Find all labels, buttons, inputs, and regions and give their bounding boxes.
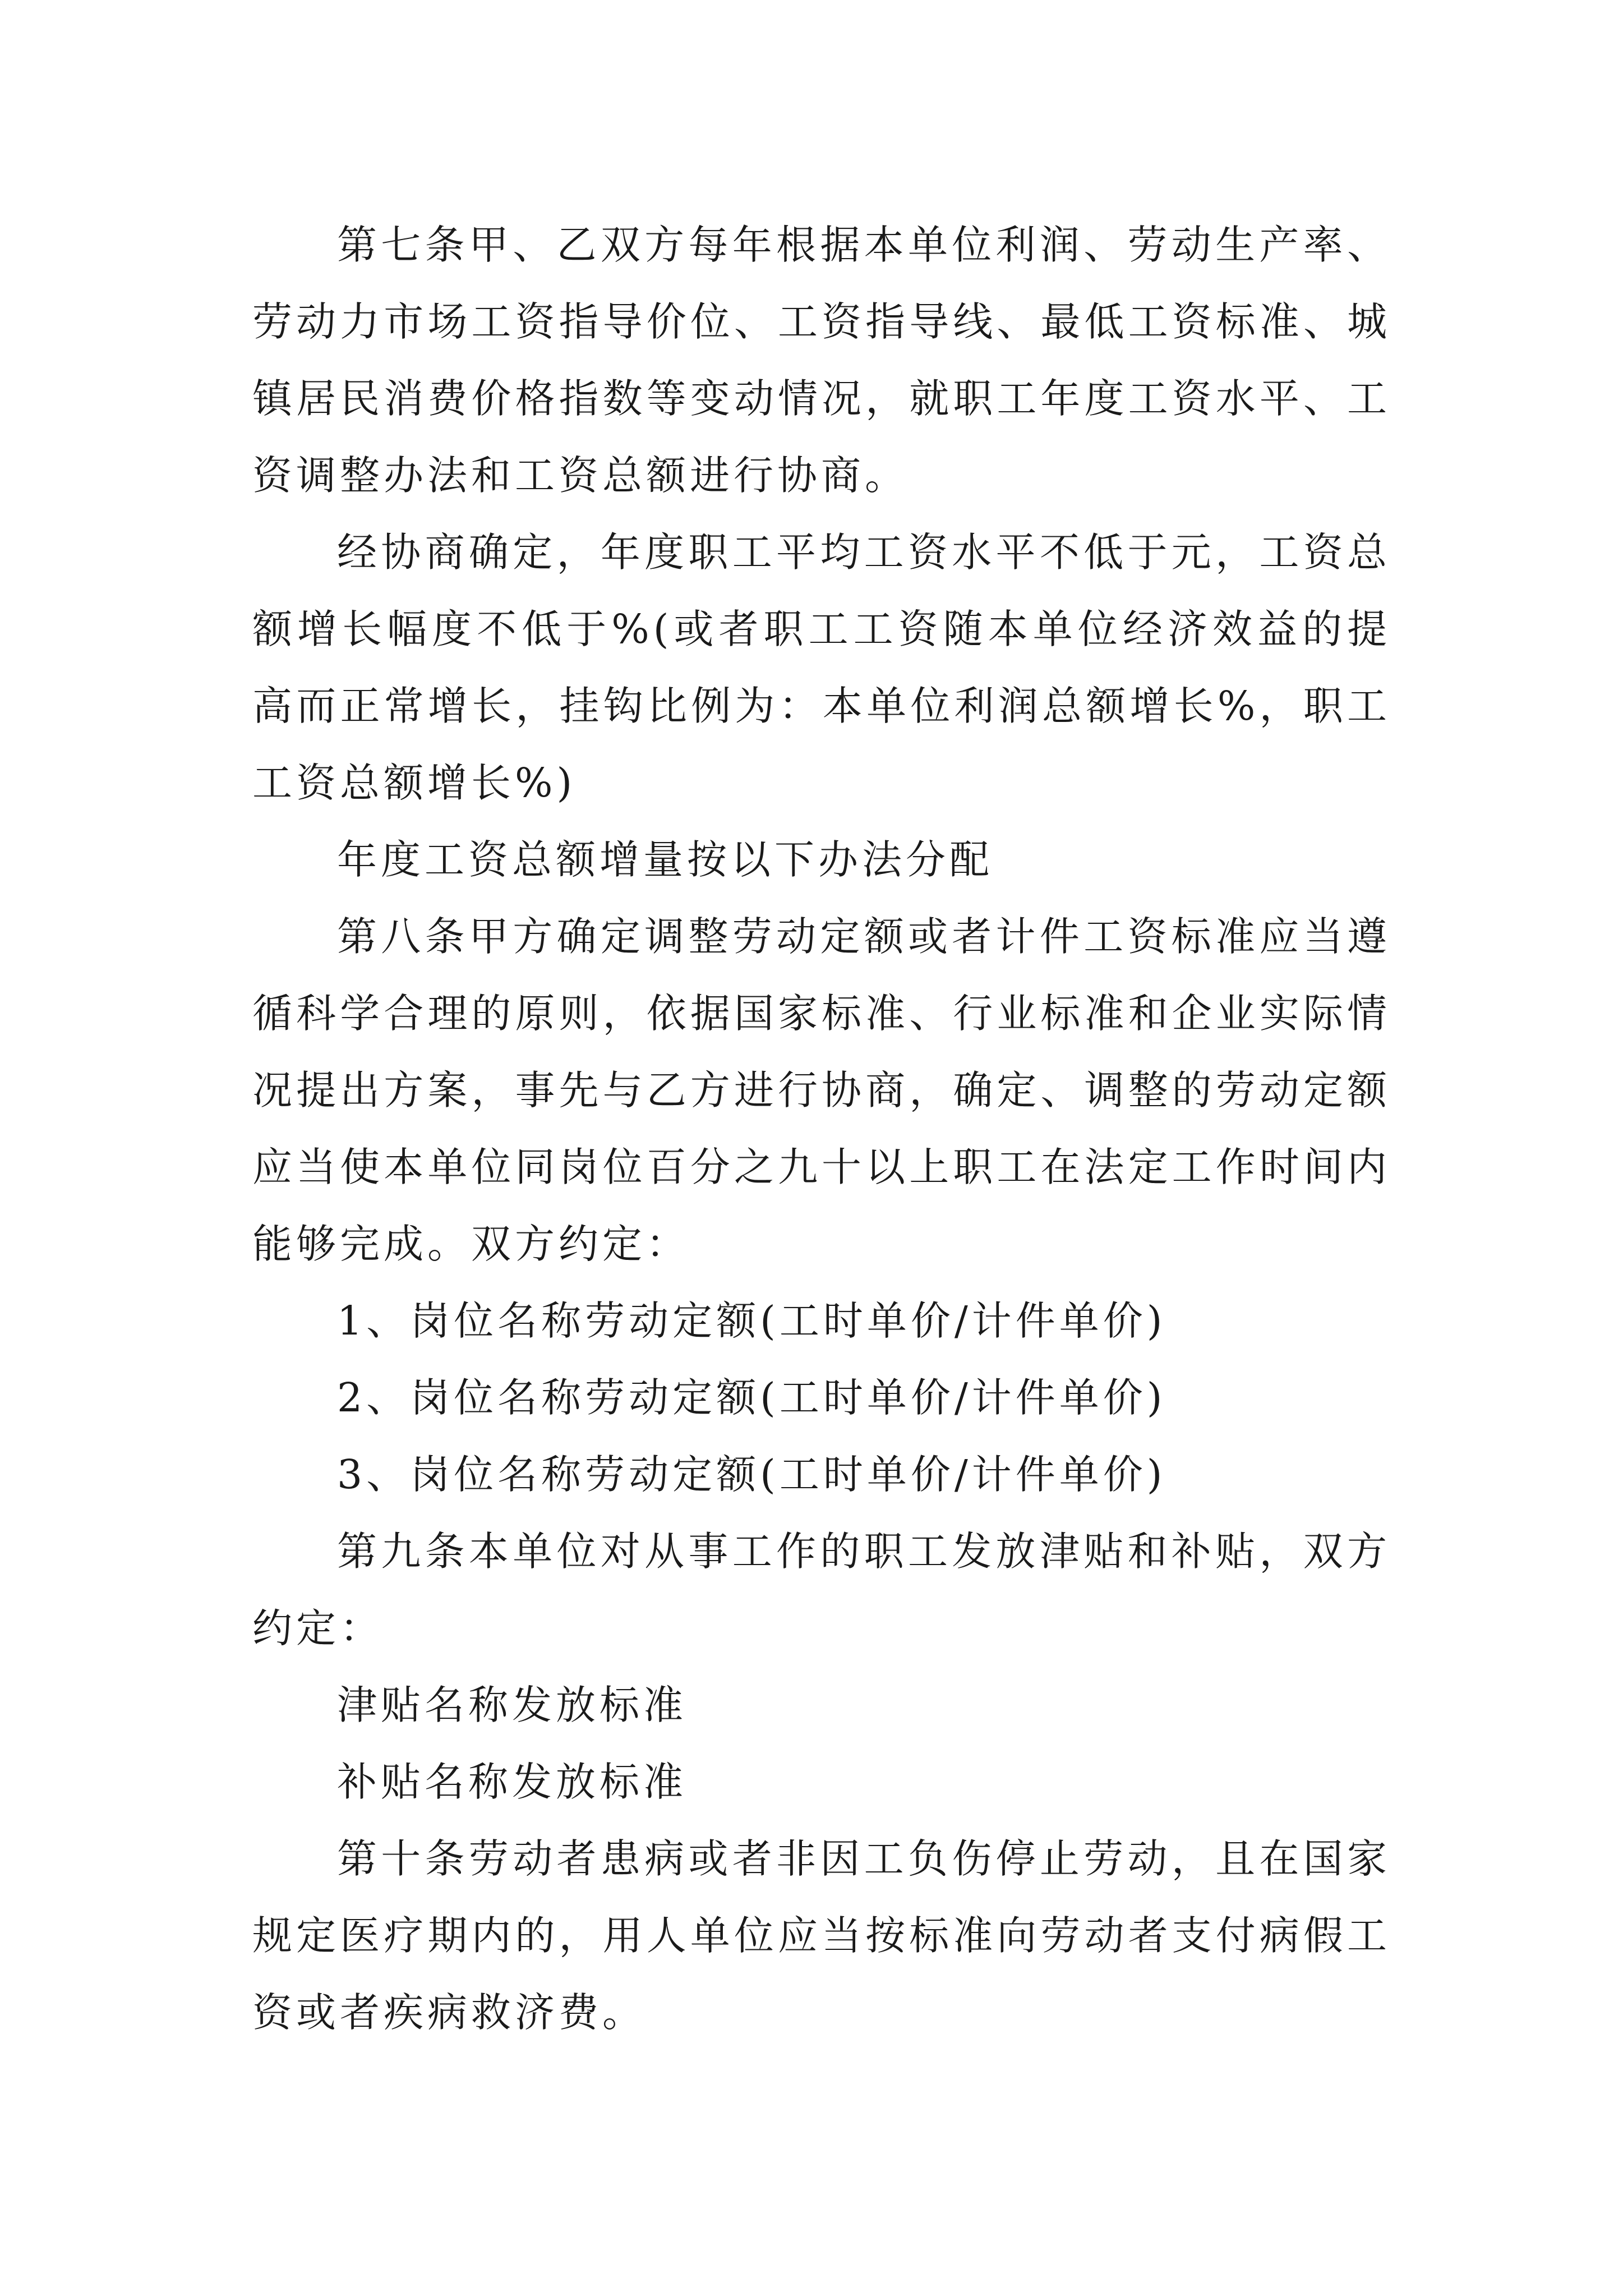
article-8-paragraph: 第八条甲方确定调整劳动定额或者计件工资标准应当遵循科学合理的原则，依据国家标准、行业标准和企业实际情况提出方案，事先与乙方进行协商，确定、调整的劳动定额应当使本单位同岗位百分之九十以上职工在法定工作时间内能够完成。双方约定： [252, 913, 1391, 1267]
allowance-standard-line: 津贴名称发放标准 [337, 1682, 688, 1728]
article-7-paragraph: 第七条甲、乙双方每年根据本单位利润、劳动生产率、劳动力市场工资指导价位、工资指导线、最低工资标准、城镇居民消费价格指数等变动情况，就职工年度工资水平、工资调整办法和工资总额进行协商。 [252, 222, 1391, 499]
article-9-paragraph: 第九条本单位对从事工作的职工发放津贴和补贴，双方约定： [252, 1528, 1391, 1651]
wage-increment-paragraph: 年度工资总额增量按以下办法分配 [337, 836, 994, 883]
labor-quota-item-1: 1、岗位名称劳动定额(工时单价/计件单价) [337, 1297, 1166, 1344]
article-10-paragraph: 第十条劳动者患病或者非因工负伤停止劳动，且在国家规定医疗期内的，用人单位应当按标准向劳动者支付病假工资或者疾病救济费。 [252, 1835, 1391, 2036]
document-body [252, 206, 1391, 2051]
wage-agreement-paragraph: 经协商确定，年度职工平均工资水平不低于元，工资总额增长幅度不低于%(或者职工工资随本单位经济效益的提高而正常增长，挂钩比例为：本单位利润总额增长%，职工工资总额增长%) [252, 529, 1391, 806]
labor-quota-item-3: 3、岗位名称劳动定额(工时单价/计件单价) [337, 1451, 1166, 1498]
subsidy-standard-line: 补贴名称发放标准 [337, 1759, 688, 1805]
labor-quota-item-2: 2、岗位名称劳动定额(工时单价/计件单价) [337, 1374, 1166, 1421]
